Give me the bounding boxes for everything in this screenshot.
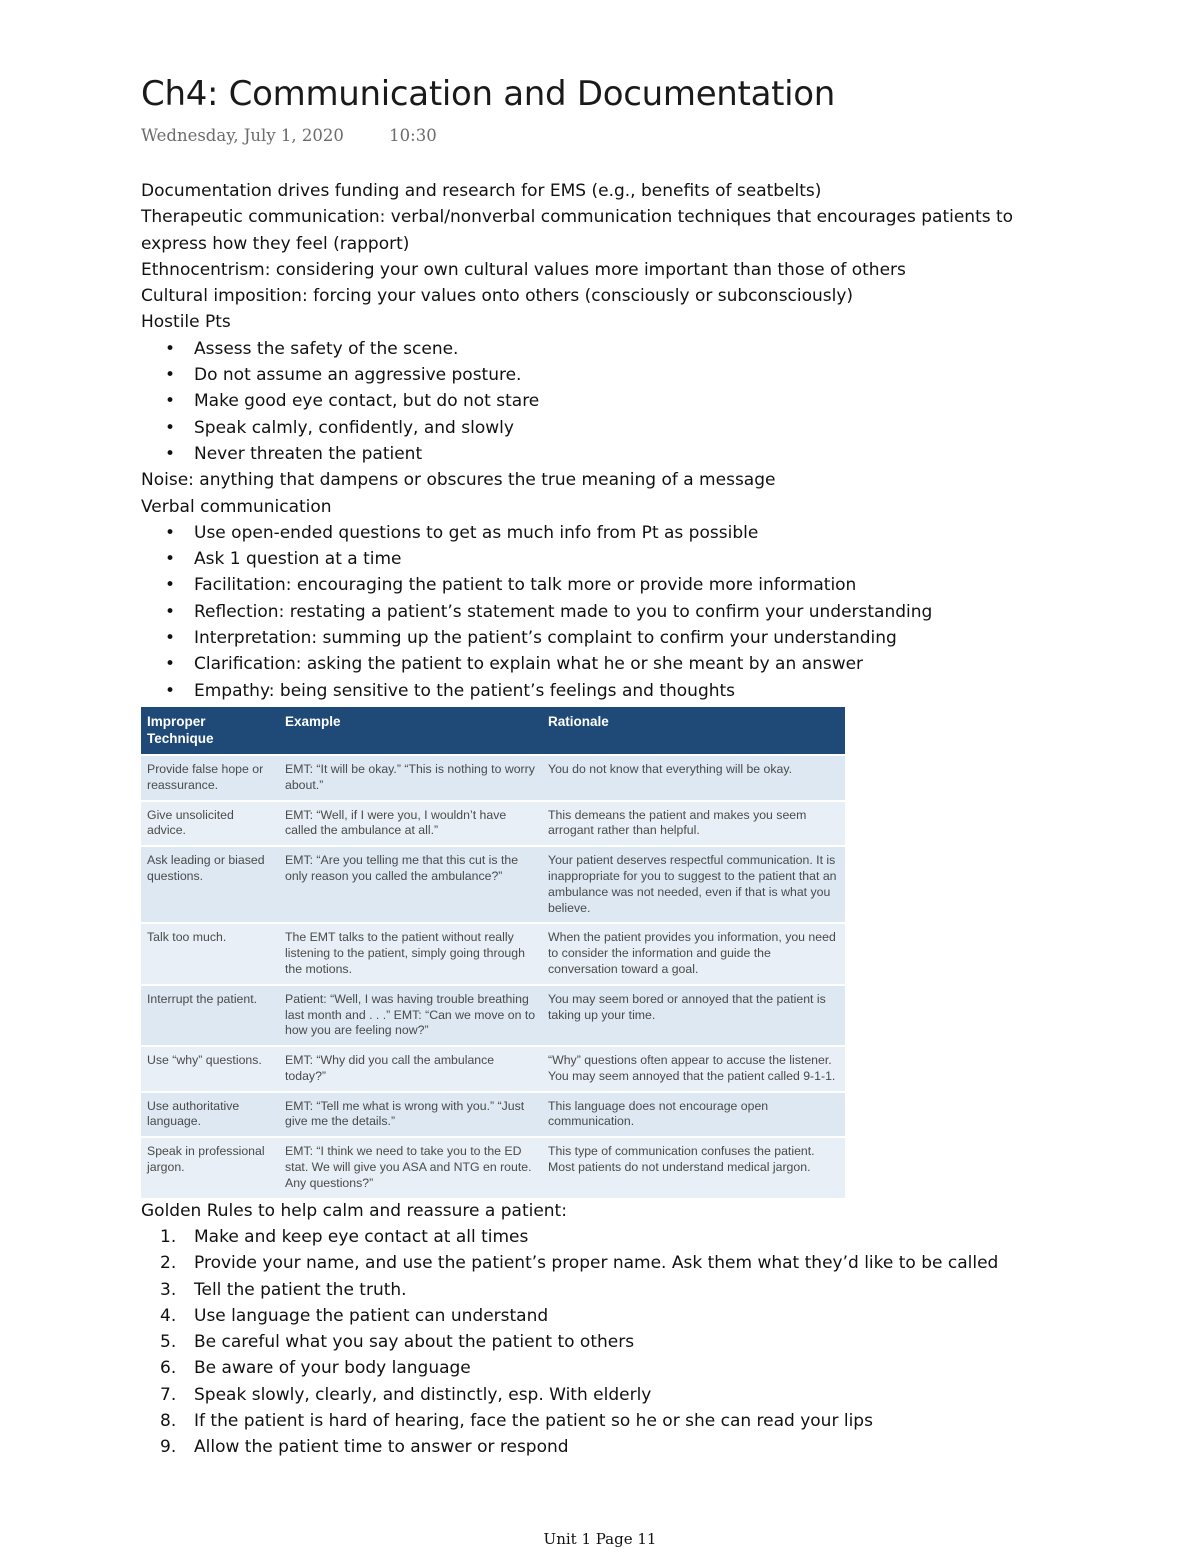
list-number: 9. (160, 1437, 177, 1458)
list-text: If the patient is hard of hearing, face the patient so he or she can read your lips (194, 1411, 873, 1432)
date-time-line (141, 126, 437, 145)
list-text: Allow the patient time to answer or respond (194, 1437, 569, 1458)
table-cell: EMT: “Why did you call the ambulance today?” (279, 1046, 542, 1092)
table-header-row (141, 707, 845, 755)
list-item: • Clarification: asking the patient to explain what he or she meant by an answer (141, 651, 1061, 677)
table-row (141, 1092, 845, 1138)
list-text: Make and keep eye contact at all times (194, 1226, 529, 1247)
page-title: Ch4: Communication and Documentation (141, 74, 836, 114)
list-item (141, 1224, 1061, 1250)
table-header-cell: Rationale (542, 707, 845, 755)
table-row (141, 1046, 845, 1092)
table-cell: You do not know that everything will be okay. (542, 755, 845, 801)
note-time: 10:30 (389, 126, 437, 145)
intro-line: Therapeutic communication: verbal/nonverbal communication techniques that encourages patients to express how they feel (rapport) (141, 207, 1014, 254)
table-cell: Provide false hope or reassurance. (141, 755, 279, 801)
note-date: Wednesday, July 1, 2020 (141, 126, 344, 145)
table-header-cell: Example (279, 707, 542, 755)
table-row (141, 755, 845, 801)
table-cell: Ask leading or biased questions. (141, 846, 279, 923)
list-item: • Facilitation: encouraging the patient to talk more or provide more information (141, 572, 1061, 598)
list-item (141, 1303, 1061, 1329)
list-text: Speak slowly, clearly, and distinctly, esp. With elderly (194, 1384, 652, 1405)
list-item (141, 1434, 1061, 1460)
list-text: Be aware of your body language (194, 1358, 471, 1379)
list-number: 8. (160, 1411, 177, 1432)
list-number: 7. (160, 1384, 177, 1405)
table-cell: “Why” questions often appear to accuse the listener. You may seem annoyed that the patient called 9-1-1. (542, 1046, 845, 1092)
list-item: • Do not assume an aggressive posture. (141, 362, 1061, 388)
intro-line: Documentation drives funding and research for EMS (e.g., benefits of seatbelts) (141, 181, 822, 201)
table-cell: Your patient deserves respectful communication. It is inappropriate for you to suggest to the patient that an ambulance was not needed, even if that is what you believe. (542, 846, 845, 923)
table-cell: Talk too much. (141, 923, 279, 984)
table-cell: You may seem bored or annoyed that the patient is taking up your time. (542, 985, 845, 1046)
list-text: Be careful what you say about the patient to others (194, 1332, 635, 1353)
list-item: • Never threaten the patient (141, 441, 1061, 467)
table-row (141, 923, 845, 984)
intro-line: Ethnocentrism: considering your own cultural values more important than those of others (141, 259, 906, 280)
intro-line: Cultural imposition: forcing your values onto others (consciously or subconsciously) (141, 286, 854, 307)
table-cell: EMT: “Are you telling me that this cut is the only reason you called the ambulance?” (279, 846, 542, 923)
verbal-heading: Verbal communication (141, 496, 332, 517)
list-number: 4. (160, 1305, 177, 1326)
list-item: • Interpretation: summing up the patient’s complaint to confirm your understanding (141, 625, 1061, 651)
list-item (141, 1277, 1061, 1303)
hostile-list (141, 336, 1061, 467)
list-text: Provide your name, and use the patient’s proper name. Ask them what they’d like to be called (194, 1253, 999, 1274)
list-number: 6. (160, 1358, 177, 1379)
table-cell: When the patient provides you information, you need to consider the information and guide the conversation toward a goal. (542, 923, 845, 984)
table-row (141, 801, 845, 847)
table-cell: Speak in professional jargon. (141, 1137, 279, 1197)
list-item (141, 1382, 1061, 1408)
table-cell: Give unsolicited advice. (141, 801, 279, 847)
table-row (141, 1137, 845, 1197)
table-cell: Patient: “Well, I was having trouble breathing last month and . . .” EMT: “Can we move on to how you are feeling now?” (279, 985, 542, 1046)
noise-line: Noise: anything that dampens or obscures the true meaning of a message (141, 470, 776, 491)
table-cell: Use authoritative language. (141, 1092, 279, 1138)
list-item: • Speak calmly, confidently, and slowly (141, 415, 1061, 441)
list-item: • Assess the safety of the scene. (141, 336, 1061, 362)
table-cell: This type of communication confuses the patient. Most patients do not understand medical jargon. (542, 1137, 845, 1197)
list-item (141, 1329, 1061, 1355)
page-footer: Unit 1 Page 11 (543, 1530, 657, 1548)
table-cell: EMT: “I think we need to take you to the ED stat. We will give you ASA and NTG en route. Any questions?” (279, 1137, 542, 1197)
list-number: 2. (160, 1253, 177, 1274)
table-cell: Use “why” questions. (141, 1046, 279, 1092)
list-number: 5. (160, 1332, 177, 1353)
table-row (141, 846, 845, 923)
list-item: • Empathy: being sensitive to the patient’s feelings and thoughts (141, 678, 1061, 704)
table-cell: EMT: “It will be okay.” “This is nothing to worry about.” (279, 755, 542, 801)
list-text: Use language the patient can understand (194, 1305, 549, 1326)
improper-technique-table (141, 707, 845, 1198)
table-cell: This language does not encourage open communication. (542, 1092, 845, 1138)
list-number: 1. (160, 1226, 177, 1247)
list-text: Tell the patient the truth. (194, 1279, 407, 1300)
table-cell: EMT: “Tell me what is wrong with you.” “Just give me the details.” (279, 1092, 542, 1138)
list-item: • Make good eye contact, but do not stare (141, 388, 1061, 414)
verbal-list (141, 520, 1061, 704)
table-row (141, 985, 845, 1046)
note-body (141, 178, 1061, 1461)
list-item (141, 1250, 1061, 1276)
table-cell: EMT: “Well, if I were you, I wouldn’t have called the ambulance at all.” (279, 801, 542, 847)
list-number: 3. (160, 1279, 177, 1300)
hostile-heading: Hostile Pts (141, 312, 231, 333)
list-item: • Use open-ended questions to get as much info from Pt as possible (141, 520, 1061, 546)
table-cell: The EMT talks to the patient without really listening to the patient, simply going through the motions. (279, 923, 542, 984)
list-item: • Reflection: restating a patient’s statement made to you to confirm your understanding (141, 599, 1061, 625)
table-cell: Interrupt the patient. (141, 985, 279, 1046)
list-item (141, 1408, 1061, 1434)
table-cell: This demeans the patient and makes you seem arrogant rather than helpful. (542, 801, 845, 847)
list-item (141, 1355, 1061, 1381)
golden-rules-heading: Golden Rules to help calm and reassure a patient: (141, 1200, 567, 1221)
golden-rules-list (141, 1224, 1061, 1461)
list-item: • Ask 1 question at a time (141, 546, 1061, 572)
table-header-cell: Improper Technique (141, 707, 279, 755)
